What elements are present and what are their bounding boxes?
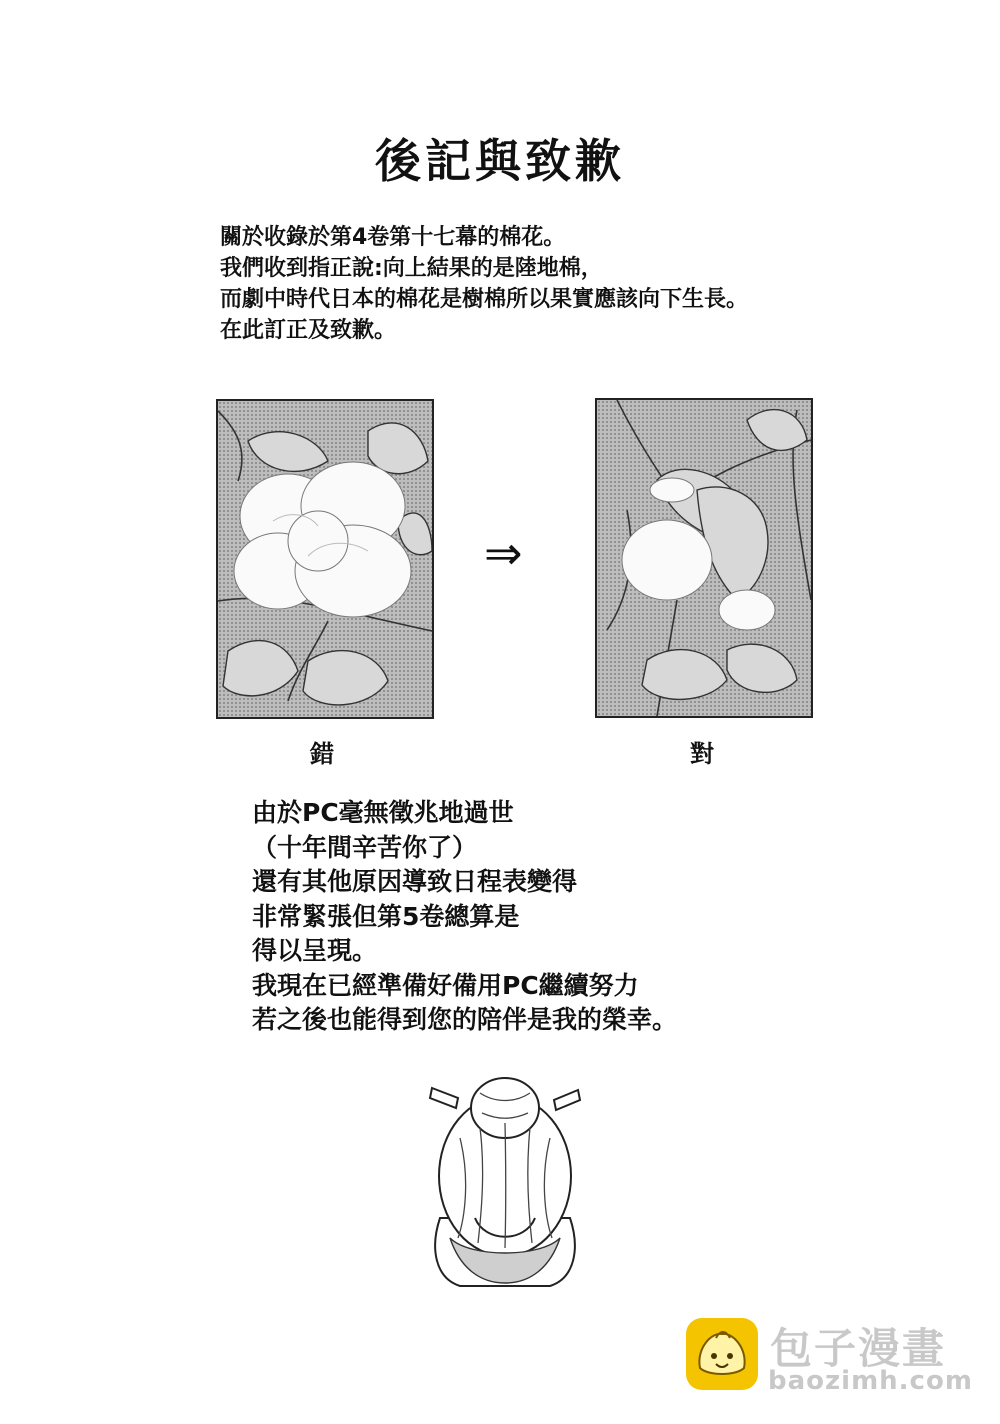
- message-line: 由於PC毫無徵兆地過世: [252, 798, 514, 827]
- message-line: 我現在已經準備好備用PC繼續努力: [252, 970, 639, 1000]
- watermark-name: 包子漫畫: [770, 1324, 947, 1373]
- intro-text: [220, 222, 860, 346]
- watermark-url: baozimh.com: [768, 1366, 973, 1396]
- message-line: （十年間辛苦你了）: [252, 832, 478, 862]
- message-line: 若之後也能得到您的陪伴是我的榮幸。: [252, 1005, 678, 1034]
- cotton-illustration-correct: [595, 398, 813, 718]
- bowing-character-illustration: [420, 1068, 590, 1292]
- intro-line: 我們收到指正說:向上結果的是陸地棉，: [220, 256, 603, 281]
- intro-line: 關於收錄於第4卷第十七幕的棉花。: [220, 225, 566, 250]
- message-line: 得以呈現。: [252, 936, 378, 965]
- message-line: 還有其他原因導致日程表變得: [252, 867, 578, 896]
- message-line: 非常緊張但第5卷總算是: [252, 901, 520, 931]
- arrow-icon: ⇒: [484, 526, 523, 580]
- intro-line: 在此訂正及致歉。: [220, 318, 397, 343]
- caption-wrong: 錯: [310, 740, 334, 768]
- cotton-illustration-wrong: [216, 399, 434, 719]
- intro-line: 而劇中時代日本的棉花是樹棉所以果實應該向下生長。: [220, 287, 749, 312]
- bun-logo-icon: [686, 1318, 758, 1390]
- page-title: 後記與致歉: [375, 134, 625, 188]
- watermark: [686, 1318, 986, 1398]
- caption-correct: 對: [690, 740, 714, 768]
- afterword-message: [252, 796, 812, 1038]
